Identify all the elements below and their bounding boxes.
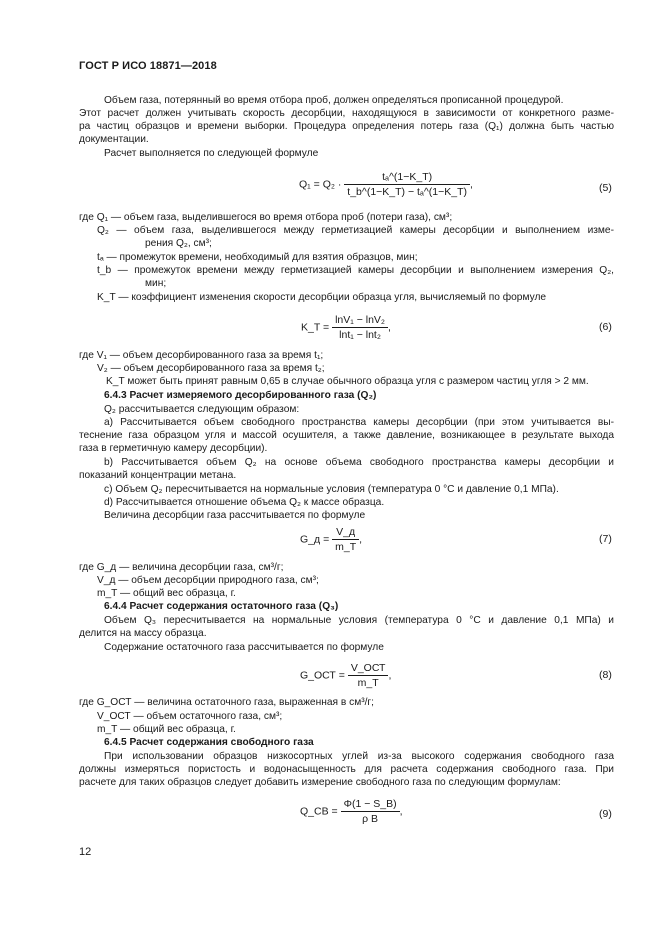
equation-number: (7): [599, 533, 612, 545]
paragraph-line: документации.: [79, 134, 149, 145]
eq9-denominator: ρ B: [362, 813, 379, 825]
equation-5: Q₁ = Q₂ · $\frac{\text{tₐ\textasciicircum{}(1−K\_T)}}{\text{t\_b\textasciicircum{}(1−K\_T) − tₐ\textasciicircum{}(1−K\_T)}}$ ,: [299, 171, 473, 198]
section-heading: 6.4.3 Расчет измеряемого десорбированного газа (Q₂): [104, 390, 377, 401]
eq7-fraction: [332, 526, 359, 553]
paragraph-line: Содержание остаточного газа рассчитывается по формуле: [104, 642, 384, 653]
eq5-tail: ,: [469, 178, 473, 191]
eq9-fraction: [341, 798, 400, 825]
equation-number: (8): [599, 669, 612, 681]
where-line: tₐ — промежуток времени, необходимый для взятия образцов, мин;: [97, 252, 418, 263]
equation-9: Q_СВ = $\frac{\Phi(1 - S\_B)}{\text{ρ B}}$ ,: [300, 798, 403, 825]
paragraph-line: Расчет выполняется по следующей формуле: [104, 148, 319, 159]
page-number: 12: [79, 846, 92, 858]
eq5-fraction: [344, 171, 470, 198]
equation-7: G_д = $\frac{V\_д}{m\_T}$ ,: [300, 526, 363, 553]
eq9-numerator: Φ(1 − S_B): [341, 798, 400, 812]
where-line: где G_д — величина десорбции газа, см³/г;: [79, 562, 284, 573]
eq6-lhs: K_T: [301, 321, 321, 334]
paragraph-line: газа в герметичную камеру десорбции).: [79, 443, 268, 454]
equation-number: (9): [599, 808, 612, 820]
where-line: m_T — общий вес образца, г.: [97, 724, 236, 735]
eq8-fraction: [348, 662, 392, 689]
eq5-rhs: Q₂ ·: [322, 178, 342, 191]
paragraph-line: Объем газа, потерянный во время отбора проб, должен определяться прописанной процедурой.: [104, 95, 564, 106]
eq8-tail: ,: [388, 669, 392, 682]
document-header: ГОСТ Р ИСО 18871—2018: [79, 60, 217, 72]
eq5-numerator: tₐ^(1−K_T): [344, 171, 470, 185]
where-line: мин;: [145, 278, 167, 289]
where-line: Q₂ — объем газа, выделившегося между герметизацией камеры десорбции и выполнением изме-: [97, 225, 614, 236]
section-heading: 6.4.4 Расчет содержания остаточного газа (Q₃): [104, 601, 339, 612]
paragraph-line: a) Рассчитывается объем свободного пространства камеры десорбции (при этом учитывается вы-: [104, 417, 614, 428]
where-line: рения Q₂, см³;: [145, 238, 212, 249]
where-line: K_T — коэффициент изменения скорости десорбции образца угля, вычисляемый по формуле: [97, 292, 547, 303]
eq6-numerator: lnV₁ − lnV₂: [332, 314, 388, 328]
eq5-denominator: t_b^(1−K_T) − tₐ^(1−K_T): [347, 186, 467, 198]
equation-number: (5): [599, 182, 612, 194]
paragraph-line: расчете для таких образцов следует добавить измерение свободного газа по следующим формулам:: [79, 777, 561, 788]
eq8-denominator: m_T: [357, 677, 379, 689]
paragraph-line: Объем Q₃ пересчитывается на нормальные условия (температура 0 °С и давление 0,1 МПа) и: [104, 615, 614, 626]
paragraph-line: d) Рассчитывается отношение объема Q₂ к массе образца.: [104, 497, 385, 508]
equation-6: K_T = $\frac{\text{lnV₁ − lnV₂}}{\text{lnt₁ − lnt₂}}$ ,: [301, 314, 391, 341]
eq9-tail: ,: [399, 805, 403, 818]
paragraph-line: c) Объем Q₂ пересчитывается на нормальные условия (температура 0 °С и давление 0,1 МПа).: [104, 484, 559, 495]
eq7-lhs: G_д: [300, 533, 321, 546]
where-line: где G_ОСТ — величина остаточного газа, выраженная в см³/г;: [79, 697, 374, 708]
paragraph-line: должны измеряться пористость и водонасыщенность для расчета содержания свободного газа. При: [79, 764, 614, 775]
paragraph-line: Величина десорбции газа рассчитывается по формуле: [104, 510, 366, 521]
paragraph-line: показаний концентрации метана.: [79, 470, 237, 481]
eq5-lhs: Q₁: [299, 178, 311, 191]
eq6-fraction: [332, 314, 388, 341]
eq7-numerator: V_д: [332, 526, 359, 540]
where-line: V_д — объем десорбции природного газа, см³;: [97, 575, 319, 586]
paragraph-line: При использовании образцов низкосортных углей из-за высокого содержания свободного газа: [104, 751, 614, 762]
paragraph-line: Q₂ рассчитывается следующим образом:: [104, 404, 300, 415]
section-heading: 6.4.5 Расчет содержания свободного газа: [104, 737, 314, 748]
eq8-numerator: V_ОСТ: [348, 662, 389, 676]
where-line: где Q₁ — объем газа, выделившегося во время отбора проб (потери газа), см³;: [79, 212, 453, 223]
eq8-lhs: G_ОСТ: [300, 669, 336, 682]
paragraph-line: Этот расчет должен учитывать скорость десорбции, находящуюся в зависимости от конкретного разме-: [79, 108, 614, 119]
paragraph-line: теснение газа образцом угля и массой осушителя, а также давление, возникающее в результате выхода: [79, 430, 614, 441]
eq9-lhs: Q_СВ: [300, 805, 329, 818]
where-line: V₂ — объем десорбированного газа за время t₂;: [97, 363, 325, 374]
paragraph-line: b) Рассчитывается объем Q₂ на основе объема свободного пространства камеры десорбции и: [104, 457, 614, 468]
where-line: K_T может быть принят равным 0,65 в случае обычного образца угля с размером частиц угля > 2 мм.: [106, 376, 589, 387]
equation-number: (6): [599, 321, 612, 333]
where-line: где V₁ — объем десорбированного газа за время t₁;: [79, 350, 324, 361]
paragraph-line: ра частиц образцов и времени выборки. Процедура определения потерь газа (Q₁) должна быть частью: [79, 121, 614, 132]
equation-8: G_ОСТ = $\frac{\text{V\_ОСТ}}{m\_T}$ ,: [300, 662, 392, 689]
where-line: V_ОСТ — объем остаточного газа, см³;: [97, 711, 283, 722]
paragraph-line: делится на массу образца.: [79, 628, 207, 639]
eq7-denominator: m_T: [335, 541, 357, 553]
where-line: t_b — промежуток времени между герметизацией камеры десорбции и выполнением измерения Q₂,: [97, 265, 614, 276]
eq6-tail: ,: [388, 321, 391, 334]
eq6-denominator: lnt₁ − lnt₂: [339, 329, 381, 341]
where-line: m_T — общий вес образца, г.: [97, 588, 236, 599]
eq7-tail: ,: [359, 533, 363, 546]
